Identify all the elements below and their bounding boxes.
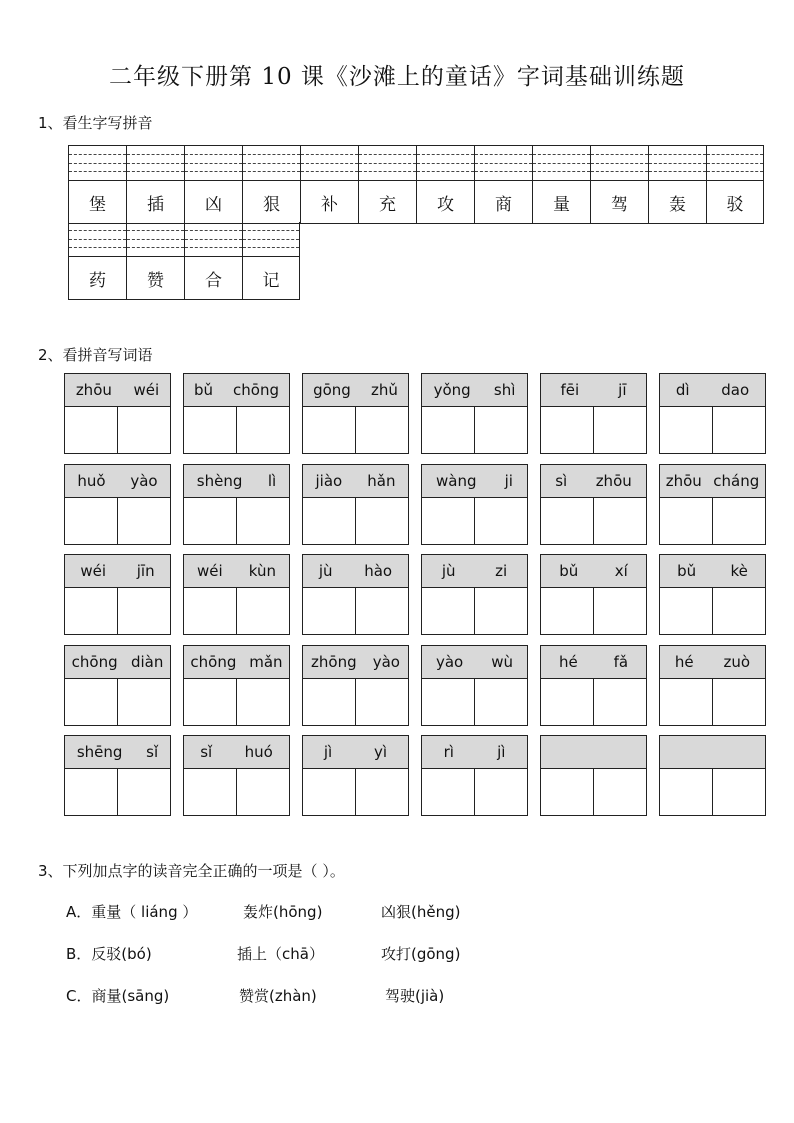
- pinyin-syllable: yì: [374, 743, 388, 761]
- pinyin-word-box: [540, 373, 647, 454]
- pinyin-word-box: [64, 645, 171, 726]
- option-word: 轰炸(hōng): [243, 903, 323, 921]
- char-cell: [474, 145, 532, 224]
- hanzi-writing-cell[interactable]: [184, 769, 236, 815]
- pinyin-word-box: [659, 554, 766, 635]
- hanzi-writing-cell[interactable]: [355, 407, 408, 453]
- section-1-heading: 1、看生字写拼音: [38, 114, 153, 132]
- pinyin-syllable: yào: [435, 652, 464, 671]
- pinyin-word-box: [64, 373, 171, 454]
- hanzi-writing-cell[interactable]: [541, 407, 593, 453]
- pinyin-syllable: gōng: [313, 381, 351, 399]
- hanzi-character: 堡: [89, 194, 106, 215]
- pinyin-word-box: [302, 554, 409, 635]
- hanzi-writing-cell[interactable]: [660, 498, 712, 544]
- pinyin-syllable: shèng: [196, 471, 243, 490]
- pinyin-syllable: chōng: [190, 652, 237, 671]
- hanzi-writing-cell[interactable]: [65, 769, 117, 815]
- pinyin-syllable: zhōu: [75, 381, 112, 399]
- pinyin-header: [184, 736, 289, 769]
- hanzi-character: 赞: [147, 270, 164, 291]
- hanzi-character: 驳: [726, 194, 744, 215]
- hanzi-character: 药: [89, 270, 106, 291]
- hanzi-character: 驾: [611, 194, 628, 215]
- pinyin-syllable: fǎ: [613, 652, 629, 671]
- char-cell: [242, 222, 300, 300]
- hanzi-writing-cell[interactable]: [593, 588, 646, 634]
- pinyin-header: [541, 374, 646, 407]
- option-word: 赞赏(zhàn): [239, 987, 317, 1005]
- hanzi-writing-cell[interactable]: [712, 588, 765, 634]
- pinyin-word-box: [183, 373, 290, 454]
- hanzi-character: 轰: [669, 194, 686, 215]
- hanzi-writing-cell[interactable]: [593, 407, 646, 453]
- pinyin-writing-lines[interactable]: [243, 222, 299, 257]
- hanzi-writing-cell[interactable]: [660, 407, 712, 453]
- pinyin-syllable: yǒng: [433, 381, 471, 399]
- pinyin-syllable: bǔ: [559, 562, 579, 580]
- char-cell: [126, 145, 184, 224]
- char-cell: [68, 145, 126, 224]
- pinyin-header: [422, 736, 527, 769]
- hanzi-writing-cell[interactable]: [236, 679, 289, 725]
- pinyin-header: [303, 736, 408, 769]
- pinyin-syllable: hào: [364, 562, 393, 580]
- hanzi-writing-cell[interactable]: [593, 498, 646, 544]
- hanzi-writing-cell[interactable]: [474, 679, 527, 725]
- hanzi-writing-cell[interactable]: [65, 407, 117, 453]
- pinyin-header: [65, 465, 170, 498]
- page-title: 二年级下册第 10 课《沙滩上的童话》字词基础训练题: [109, 64, 685, 90]
- pinyin-header: [184, 555, 289, 588]
- pinyin-word-box: [659, 645, 766, 726]
- option-label: B．反驳(bó): [66, 945, 152, 963]
- hanzi-writing-cell[interactable]: [541, 588, 593, 634]
- pinyin-syllable: jiào: [315, 471, 343, 490]
- pinyin-syllable: ji: [504, 471, 513, 490]
- hanzi-writing-cell[interactable]: [712, 769, 765, 815]
- hanzi-writing-cell[interactable]: [236, 498, 289, 544]
- pinyin-syllable: sì: [555, 471, 568, 490]
- hanzi-writing-cell[interactable]: [541, 769, 593, 815]
- pinyin-syllable: rì: [443, 743, 454, 761]
- pinyin-writing-lines[interactable]: [475, 146, 532, 181]
- pinyin-syllable: sǐ: [200, 743, 213, 761]
- hanzi-writing-cell[interactable]: [660, 588, 712, 634]
- pinyin-syllable: chōng: [233, 381, 279, 399]
- char-cell: [300, 145, 358, 224]
- pinyin-writing-lines[interactable]: [185, 222, 242, 257]
- hanzi-writing-cell[interactable]: [422, 679, 474, 725]
- hanzi-writing-cell[interactable]: [236, 588, 289, 634]
- hanzi-character: 插: [147, 194, 164, 215]
- hanzi-writing-cell[interactable]: [355, 679, 408, 725]
- char-grid-row-2: [68, 222, 300, 300]
- hanzi-writing-cell[interactable]: [593, 679, 646, 725]
- hanzi-character: 充: [379, 194, 396, 215]
- pinyin-word-box: [183, 645, 290, 726]
- pinyin-word-box: [540, 464, 647, 545]
- hanzi-character: 量: [553, 194, 570, 215]
- option-word: 驾驶(jià): [385, 987, 445, 1005]
- pinyin-syllable: dì: [675, 381, 690, 399]
- pinyin-syllable: kùn: [248, 562, 276, 580]
- hanzi-writing-cell[interactable]: [422, 769, 474, 815]
- pinyin-writing-lines[interactable]: [533, 146, 590, 181]
- hanzi-writing-cell[interactable]: [660, 769, 712, 815]
- pinyin-syllable: fēi: [560, 381, 580, 399]
- pinyin-word-box: [302, 373, 409, 454]
- hanzi-writing-cell[interactable]: [422, 407, 474, 453]
- pinyin-word-box: [302, 735, 409, 816]
- option-word: 凶狠(hěng): [381, 903, 461, 921]
- pinyin-word-box: [183, 464, 290, 545]
- char-cell: [68, 222, 126, 300]
- pinyin-syllable: sǐ: [146, 743, 159, 761]
- hanzi-character: 狠: [263, 194, 280, 215]
- pinyin-writing-lines[interactable]: [359, 146, 416, 181]
- pinyin-writing-lines[interactable]: [591, 146, 648, 181]
- pinyin-syllable: shēng: [76, 743, 123, 761]
- hanzi-writing-cell[interactable]: [184, 498, 236, 544]
- pinyin-word-box: [183, 735, 290, 816]
- char-cell: [532, 145, 590, 224]
- pinyin-header: [422, 465, 527, 498]
- hanzi-writing-cell[interactable]: [236, 407, 289, 453]
- pinyin-word-box: [421, 735, 528, 816]
- pinyin-word-box: [302, 464, 409, 545]
- hanzi-writing-cell[interactable]: [712, 679, 765, 725]
- pinyin-word-box: [64, 464, 171, 545]
- pinyin-syllable: jīn: [136, 562, 155, 580]
- pinyin-word-box: [421, 373, 528, 454]
- option-label: A．重量（ liáng ）: [66, 903, 198, 921]
- hanzi-writing-cell[interactable]: [236, 769, 289, 815]
- pinyin-syllable: yào: [372, 652, 400, 671]
- pinyin-writing-lines[interactable]: [301, 146, 358, 181]
- hanzi-writing-cell[interactable]: [474, 588, 527, 634]
- option-word: 攻打(gōng): [381, 945, 461, 963]
- hanzi-writing-cell[interactable]: [117, 498, 170, 544]
- hanzi-writing-cell[interactable]: [474, 407, 527, 453]
- pinyin-header: [422, 646, 527, 679]
- pinyin-header: [541, 646, 646, 679]
- section-3-heading: 3、下列加点字的读音完全正确的一项是（ ）。: [38, 862, 345, 880]
- pinyin-syllable: bǔ: [194, 381, 214, 399]
- pinyin-word-box: [64, 735, 171, 816]
- hanzi-writing-cell[interactable]: [117, 588, 170, 634]
- pinyin-writing-lines[interactable]: [417, 146, 474, 181]
- pinyin-header: [541, 736, 646, 769]
- hanzi-writing-cell[interactable]: [303, 407, 355, 453]
- hanzi-writing-cell[interactable]: [303, 588, 355, 634]
- pinyin-word-box: [540, 554, 647, 635]
- option-label: C．商量(sāng): [66, 987, 170, 1005]
- hanzi-writing-cell[interactable]: [65, 588, 117, 634]
- pinyin-syllable: bǔ: [677, 562, 697, 580]
- pinyin-syllable: mǎn: [249, 652, 283, 671]
- pinyin-syllable: shì: [493, 381, 516, 399]
- pinyin-word-box: [659, 464, 766, 545]
- char-cell: [590, 145, 648, 224]
- pinyin-word-box: [659, 373, 766, 454]
- char-cell: [126, 222, 184, 300]
- pinyin-syllable: hǎn: [367, 471, 396, 490]
- pinyin-header: [184, 646, 289, 679]
- pinyin-syllable: zi: [495, 562, 508, 580]
- pinyin-syllable: wàng: [436, 471, 477, 490]
- pinyin-syllable: hé: [674, 652, 694, 671]
- char-cell: [648, 145, 706, 224]
- pinyin-syllable: zhōng: [311, 652, 357, 671]
- pinyin-header: [65, 374, 170, 407]
- pinyin-header: [660, 646, 765, 679]
- pinyin-header: [660, 736, 765, 769]
- pinyin-syllable: wù: [491, 652, 513, 671]
- hanzi-writing-cell[interactable]: [303, 769, 355, 815]
- hanzi-writing-cell[interactable]: [117, 769, 170, 815]
- pinyin-syllable: xí: [614, 562, 628, 580]
- pinyin-header: [184, 465, 289, 498]
- pinyin-syllable: dao: [721, 381, 750, 399]
- hanzi-writing-cell[interactable]: [712, 407, 765, 453]
- pinyin-syllable: jī: [618, 381, 627, 399]
- hanzi-writing-cell[interactable]: [422, 498, 474, 544]
- char-grid-row-1: [68, 145, 764, 224]
- hanzi-writing-cell[interactable]: [660, 679, 712, 725]
- char-cell: [242, 145, 300, 224]
- hanzi-writing-cell[interactable]: [355, 588, 408, 634]
- pinyin-syllable: zhǔ: [371, 381, 398, 399]
- pinyin-syllable: kè: [730, 562, 748, 580]
- pinyin-syllable: jì: [497, 743, 506, 761]
- pinyin-writing-lines[interactable]: [243, 146, 300, 181]
- hanzi-character: 合: [205, 270, 222, 291]
- pinyin-header: [422, 374, 527, 407]
- pinyin-word-box: [302, 645, 409, 726]
- char-cell: [184, 222, 242, 300]
- pinyin-word-box: [421, 645, 528, 726]
- hanzi-character: 凶: [205, 194, 222, 215]
- pinyin-syllable: jù: [318, 562, 333, 580]
- section-2-heading: 2、看拼音写词语: [38, 346, 153, 364]
- option-word: 插上（chā）: [237, 945, 324, 963]
- hanzi-writing-cell[interactable]: [117, 407, 170, 453]
- pinyin-syllable: zuò: [723, 652, 751, 671]
- hanzi-writing-cell[interactable]: [541, 679, 593, 725]
- hanzi-character: 补: [321, 194, 338, 215]
- pinyin-writing-lines[interactable]: [69, 146, 126, 181]
- pinyin-syllable: wéi: [133, 381, 160, 399]
- pinyin-header: [541, 555, 646, 588]
- pinyin-header: [184, 374, 289, 407]
- hanzi-writing-cell[interactable]: [541, 498, 593, 544]
- hanzi-writing-cell[interactable]: [355, 498, 408, 544]
- pinyin-header: [303, 555, 408, 588]
- pinyin-header: [660, 465, 765, 498]
- hanzi-writing-cell[interactable]: [184, 588, 236, 634]
- pinyin-word-box: [64, 554, 171, 635]
- hanzi-writing-cell[interactable]: [355, 769, 408, 815]
- pinyin-syllable: huǒ: [77, 471, 106, 490]
- hanzi-writing-cell[interactable]: [117, 679, 170, 725]
- hanzi-writing-cell[interactable]: [474, 769, 527, 815]
- pinyin-word-box: [659, 735, 766, 816]
- pinyin-header: [541, 465, 646, 498]
- pinyin-syllable: zhōu: [595, 471, 632, 490]
- pinyin-syllable: chōng: [71, 652, 118, 671]
- pinyin-word-box: [540, 645, 647, 726]
- pinyin-header: [303, 465, 408, 498]
- pinyin-syllable: zhōu: [665, 471, 702, 490]
- pinyin-header: [422, 555, 527, 588]
- pinyin-syllable: jì: [323, 743, 333, 761]
- pinyin-header: [303, 374, 408, 407]
- hanzi-writing-cell[interactable]: [65, 679, 117, 725]
- pinyin-word-box: [540, 735, 647, 816]
- hanzi-writing-cell[interactable]: [65, 498, 117, 544]
- pinyin-syllable: diàn: [130, 652, 164, 671]
- pinyin-syllable: wéi: [80, 562, 107, 580]
- pinyin-syllable: huó: [244, 743, 273, 761]
- hanzi-character: 记: [262, 270, 280, 291]
- hanzi-writing-cell[interactable]: [184, 679, 236, 725]
- pinyin-syllable: jù: [441, 562, 456, 580]
- hanzi-writing-cell[interactable]: [303, 498, 355, 544]
- hanzi-writing-cell[interactable]: [422, 588, 474, 634]
- pinyin-syllable: hé: [558, 652, 578, 671]
- char-cell: [706, 145, 764, 224]
- hanzi-writing-cell[interactable]: [184, 407, 236, 453]
- pinyin-writing-lines[interactable]: [649, 146, 706, 181]
- hanzi-writing-cell[interactable]: [593, 769, 646, 815]
- pinyin-header: [65, 555, 170, 588]
- pinyin-header: [65, 646, 170, 679]
- pinyin-header: [660, 374, 765, 407]
- pinyin-word-box: [183, 554, 290, 635]
- char-cell: [416, 145, 474, 224]
- pinyin-syllable: lì: [267, 471, 277, 490]
- pinyin-header: [303, 646, 408, 679]
- pinyin-header: [660, 555, 765, 588]
- hanzi-writing-cell[interactable]: [712, 498, 765, 544]
- pinyin-syllable: wéi: [197, 562, 223, 580]
- char-cell: [358, 145, 416, 224]
- pinyin-writing-lines[interactable]: [707, 146, 763, 181]
- hanzi-character: 攻: [437, 194, 454, 215]
- pinyin-writing-lines[interactable]: [69, 222, 126, 257]
- hanzi-character: 商: [495, 194, 512, 215]
- pinyin-word-box: [421, 464, 528, 545]
- hanzi-writing-cell[interactable]: [474, 498, 527, 544]
- pinyin-writing-lines[interactable]: [127, 222, 184, 257]
- pinyin-syllable: yào: [130, 471, 158, 490]
- hanzi-writing-cell[interactable]: [303, 679, 355, 725]
- pinyin-writing-lines[interactable]: [185, 146, 242, 181]
- pinyin-syllable: cháng: [713, 471, 760, 490]
- pinyin-header: [65, 736, 170, 769]
- pinyin-word-box: [421, 554, 528, 635]
- char-cell: [184, 145, 242, 224]
- pinyin-writing-lines[interactable]: [127, 146, 184, 181]
